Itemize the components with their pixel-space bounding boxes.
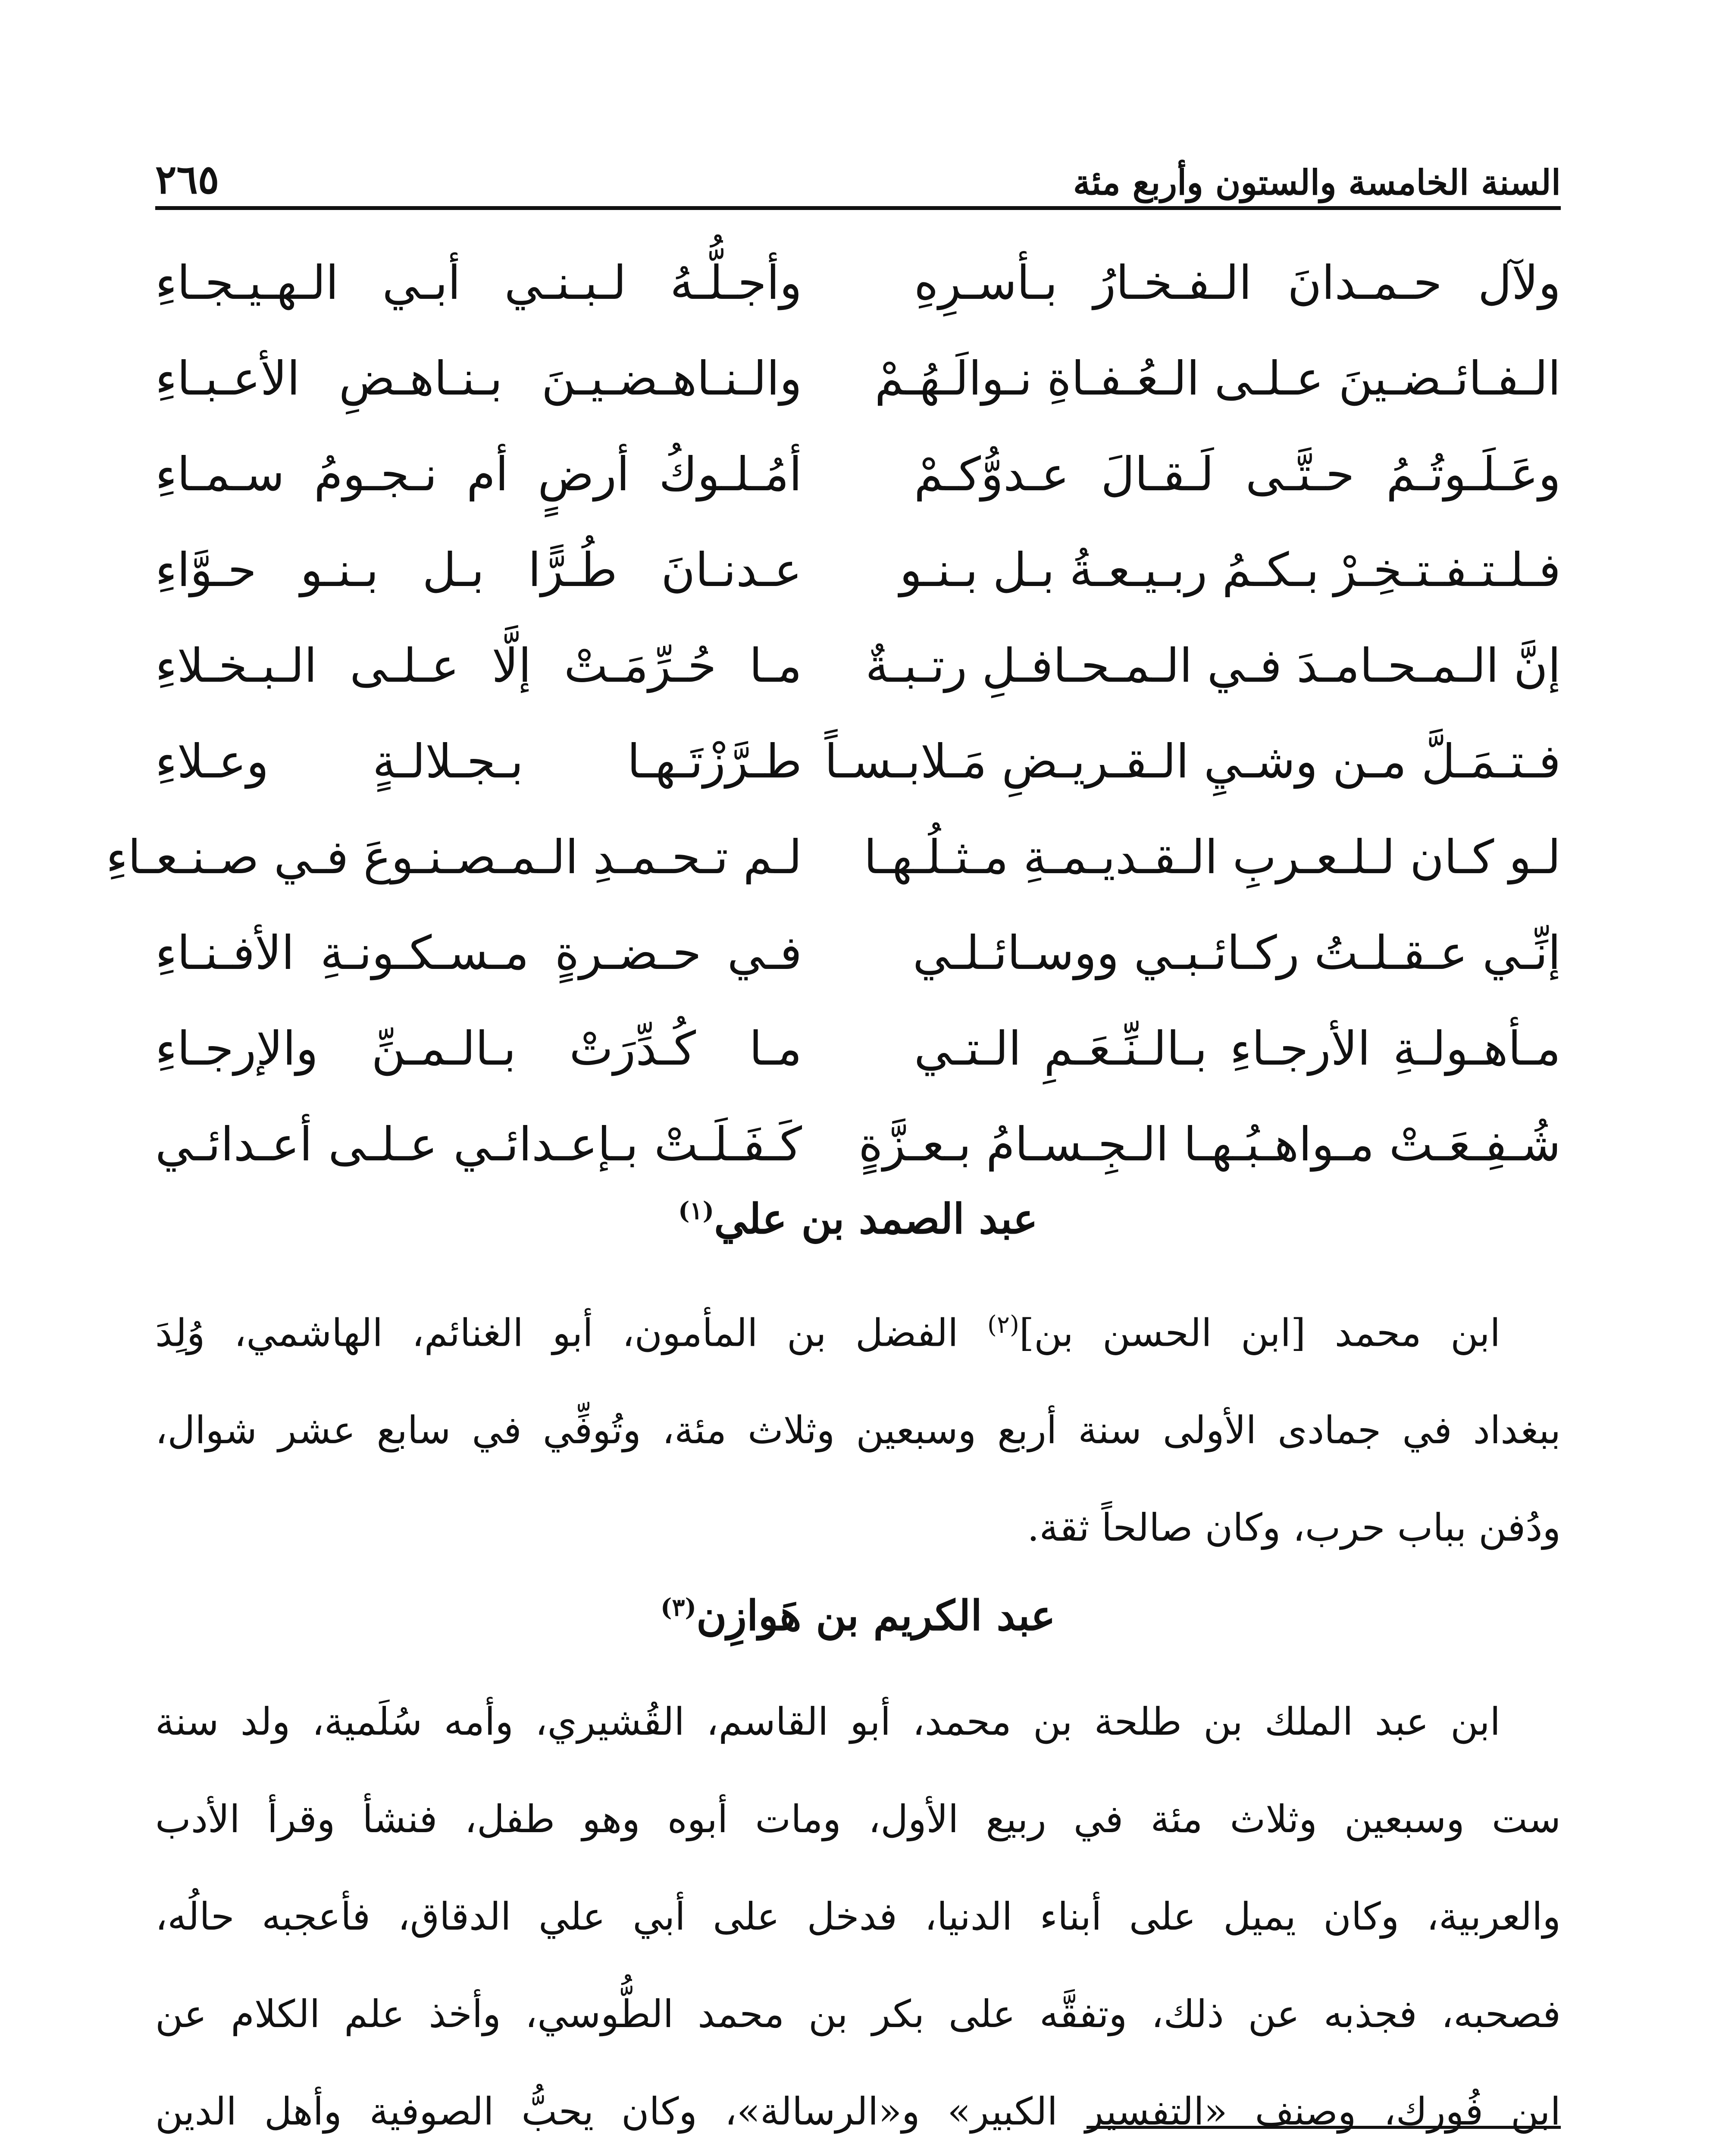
paragraph-line: فصحبه، فجذبه عن ذلك، وتفقَّه على بكر بن محمد الطُّوسي، وأخذ علم الكلام عن [155, 1992, 1561, 2036]
verse-first-hemistich: مـأهـولـةِ الأرجـاءِ بـالـنِّـعَـمِ الـتـي [914, 1022, 1561, 1076]
poem-verse [155, 618, 1561, 714]
verse-first-hemistich: شُـفِـعَـتْ مـواهـبُـهـا الـجِـسـامُ بـعـزَّةٍ [858, 1117, 1561, 1172]
poem-verse [155, 714, 1561, 809]
poem-verse [155, 1097, 1561, 1192]
entry-heading-text: عبد الصمد بن علي [714, 1194, 1038, 1243]
header-rule [155, 206, 1561, 210]
footnote-ref-3[interactable]: (٣) [660, 1593, 697, 1622]
verse-first-hemistich: فـتـمَـلَّ مـن وشـيِ الـقـريـضِ مَـلابـسـاً [824, 734, 1561, 789]
paragraph-line: ببغداد في جمادى الأولى سنة أربع وسبعين وثلاث مئة، وتُوفِّي في سابع عشر شوال، [155, 1408, 1561, 1453]
entry-heading-abd-al-samad [155, 1194, 1561, 1243]
verse-first-hemistich: إنِّـي عـقـلـتُ ركـائـبـي ووسـائـلـي [912, 926, 1561, 980]
verse-first-hemistich: لـو كـان لـلـعـربِ الـقـديـمـةِ مـثـلُـهـا [864, 830, 1561, 884]
footnote-1 [155, 2150, 1561, 2156]
footnote-ref-2[interactable]: (٢) [987, 1311, 1019, 1339]
paragraph-line: ست وسبعين وثلاث مئة في ربيع الأول، ومات أبوه وهو طفل، فنشأ وقرأ الأدب [155, 1797, 1561, 1841]
verse-second-hemistich: أمُـلـوكُ أرضٍ أم نـجـومُ سـمـاءِ [155, 447, 802, 501]
page-number: ٢٦٥ [155, 156, 219, 203]
verse-second-hemistich: وأجـلُّـهُ لـبـنـي أبـي الـهـيـجـاءِ [155, 256, 802, 310]
poem-verse [155, 235, 1561, 331]
paragraph-line [155, 1276, 1561, 1382]
verse-first-hemistich: وعَـلَـوتُـمُ حـتَّـى لَـقـالَ عـدوُّكـمْ [914, 447, 1561, 501]
entry-heading-text: عبد الكريم بن هَوازِن [696, 1591, 1056, 1640]
poem-verse [155, 522, 1561, 618]
paragraph-line: والعربية، وكان يميل على أبناء الدنيا، فدخل على أبي علي الدقاق، فأعجبه حالُه، [155, 1894, 1561, 1939]
verse-second-hemistich: والـنـاهـضـيـنَ بـنـاهـضِ الأعـبـاءِ [155, 351, 802, 406]
poem-verse [155, 426, 1561, 522]
footnotes [155, 2150, 1561, 2156]
poem-verse [155, 905, 1561, 1001]
footnote-ref-1[interactable]: (١) [678, 1197, 714, 1225]
verse-second-hemistich: مـا حُـرِّمَـتْ إلَّا عـلـى الـبـخـلاءِ [155, 639, 802, 693]
verse-first-hemistich: الـفـائـضـينَ عـلـى الـعُـفـاةِ نـوالَـهُـمْ [874, 351, 1561, 406]
verse-first-hemistich: فـلـتـفـتـخِـرْ بـكـمُ ربـيـعـةُ بـل بـنـو [899, 543, 1561, 597]
verse-second-hemistich: مـا كُـدِّرَتْ بـالـمـنِّ والإرجـاءِ [155, 1022, 802, 1076]
verse-first-hemistich: ولآل حـمـدانَ الـفـخـارُ بـأسـرِهِ [914, 256, 1561, 310]
verse-second-hemistich: طـرَّزْتَـهـا بـجـلالـةٍ وعـلاءِ [155, 734, 802, 789]
footnote-separator [1087, 2126, 1561, 2129]
paragraph-line: ابن عبد الملك بن طلحة بن محمد، أبو القاسم، القُشيري، وأمه سُلَمية، ولد سنة [155, 1699, 1501, 1744]
verse-second-hemistich: لـم تـحـمـدِ الـمـصـنـوعَ فـي صـنـعـاءِ [106, 830, 802, 884]
poem [106, 235, 1561, 1192]
paragraph-line: ودُفن بباب حرب، وكان صالحاً ثقة. [1027, 1505, 1561, 1550]
running-header [155, 142, 1561, 203]
paragraph-line: ابن فُورك، وصنف «التفسير الكبير» و«الرسالة»، وكان يحبُّ الصوفية وأهل الدين [155, 2089, 1561, 2134]
running-title: السنة الخامسة والستون وأربع مئة [1073, 162, 1561, 203]
entry-paragraph-abd-al-karim [155, 1673, 1561, 2156]
verse-first-hemistich: إنَّ الـمـحـامـدَ فـي الـمـحـافـلِ رتـبـةٌ [865, 639, 1561, 693]
entry-paragraph-abd-al-samad [155, 1276, 1561, 1576]
verse-second-hemistich: عـدنـانَ طُـرًّا بـل بـنـو حـوَّاءِ [155, 543, 802, 597]
poem-verse [155, 1001, 1561, 1097]
line-text: ابن محمد [ابن الحسن بن] [1019, 1310, 1500, 1355]
poem-verse [106, 809, 1561, 905]
entry-heading-abd-al-karim [155, 1591, 1561, 1640]
verse-second-hemistich: كَـفَـلَـتْ بـإعـدائـي عـلـى أعـدائـي [155, 1117, 802, 1172]
line-text: الفضل بن المأمون، أبو الغنائم، الهاشمي، وُلِدَ [155, 1310, 988, 1355]
verse-second-hemistich: فـي حـضـرةٍ مـسـكـونـةِ الأفـنـاءِ [155, 926, 802, 980]
poem-verse [155, 331, 1561, 426]
